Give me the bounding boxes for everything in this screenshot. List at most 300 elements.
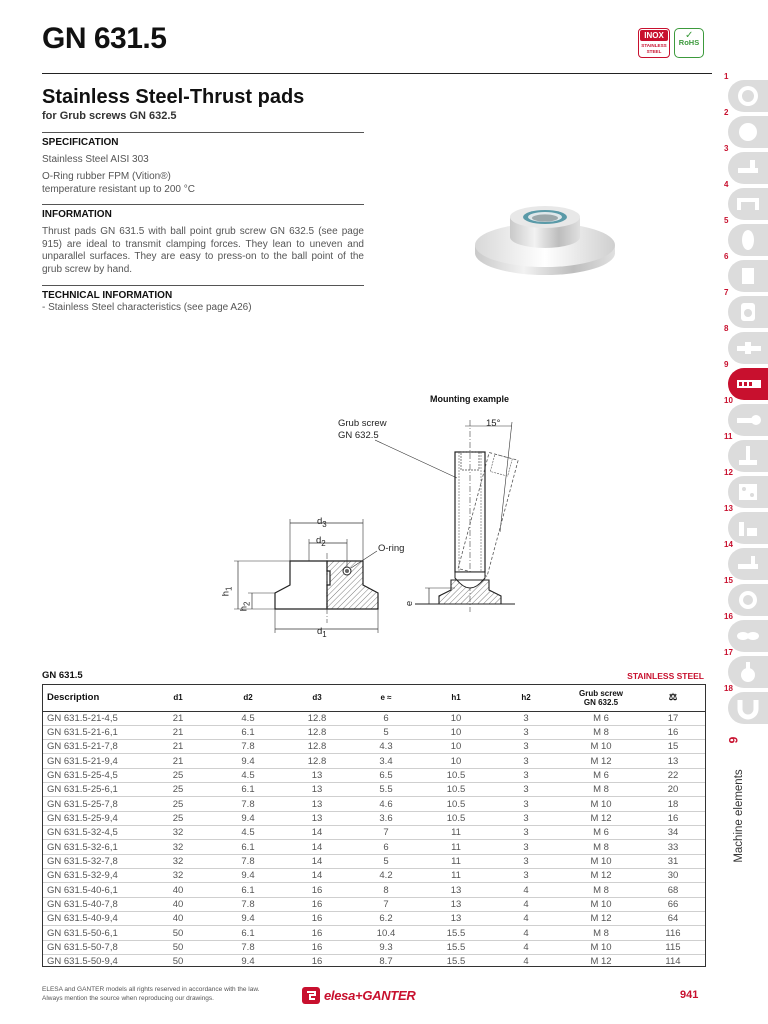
copyright-note xyxy=(42,986,260,1003)
cell-e: 3.6 xyxy=(351,811,421,825)
tab-number: 13 xyxy=(724,504,733,513)
col-header-d2: d2 xyxy=(213,685,283,711)
cell-d2: 6.1 xyxy=(213,725,283,739)
cell-d3: 14 xyxy=(283,840,351,854)
cell-weight: 68 xyxy=(641,883,705,897)
section-divider xyxy=(42,285,364,286)
cell-weight: 20 xyxy=(641,783,705,797)
cell-grub: M 12 xyxy=(561,869,641,883)
tab-section-8[interactable] xyxy=(728,332,768,364)
table-title: GN 631.5 xyxy=(42,670,83,681)
cell-d3: 16 xyxy=(283,940,351,954)
tab-section-17[interactable] xyxy=(728,656,768,688)
cell-h1: 11 xyxy=(421,840,491,854)
cell-d1: 50 xyxy=(143,926,213,940)
table-row xyxy=(43,711,705,725)
cell-h1: 13 xyxy=(421,897,491,911)
cell-h1: 13 xyxy=(421,883,491,897)
specification-line: temperature resistant up to 200 °C xyxy=(42,184,195,195)
tab-number: 4 xyxy=(724,180,729,189)
lever-icon xyxy=(735,156,761,180)
cell-d1: 21 xyxy=(143,754,213,768)
rohs-badge-label: RoHS xyxy=(678,38,700,47)
dim-label-e: e xyxy=(404,600,416,607)
tab-section-12[interactable] xyxy=(728,476,768,508)
cell-h2: 3 xyxy=(491,740,561,754)
cell-e: 7 xyxy=(351,897,421,911)
cell-e: 4.6 xyxy=(351,797,421,811)
col-header-e: e ≈ xyxy=(351,685,421,711)
table-row xyxy=(43,883,705,897)
cell-h2: 3 xyxy=(491,768,561,782)
cell-desc: GN 631.5-50-9,4 xyxy=(47,956,118,968)
col-header-h1: h1 xyxy=(421,685,491,711)
table-row xyxy=(43,840,705,854)
section-divider xyxy=(42,204,364,205)
cell-d3: 16 xyxy=(283,926,351,940)
cell-h2: 4 xyxy=(491,926,561,940)
tab-section-10[interactable] xyxy=(728,404,768,436)
cell-h2: 3 xyxy=(491,725,561,739)
table-row xyxy=(43,897,705,911)
cell-weight: 16 xyxy=(641,725,705,739)
cell-weight: 66 xyxy=(641,897,705,911)
cell-d2: 9.4 xyxy=(213,869,283,883)
table-row xyxy=(43,768,705,782)
cell-grub: M 8 xyxy=(561,725,641,739)
foot-icon xyxy=(735,444,761,468)
dim-symbol: h xyxy=(220,591,232,597)
cell-d1: 25 xyxy=(143,768,213,782)
cell-weight: 17 xyxy=(641,711,705,725)
cell-desc: GN 631.5-32-6,1 xyxy=(43,840,143,854)
cell-h1: 11 xyxy=(421,826,491,840)
table-row xyxy=(43,869,705,883)
cell-d2: 7.8 xyxy=(213,797,283,811)
cell-h2: 4 xyxy=(491,883,561,897)
cell-weight: 115 xyxy=(641,940,705,954)
cell-h1: 10.5 xyxy=(421,797,491,811)
cell-d2: 6.1 xyxy=(213,926,283,940)
tab-section-13[interactable] xyxy=(728,512,768,544)
cell-d3: 14 xyxy=(283,826,351,840)
dim-subscript: 1 xyxy=(224,586,234,591)
tab-section-7[interactable] xyxy=(728,296,768,328)
tab-number: 11 xyxy=(724,432,733,441)
cell-h2: 3 xyxy=(491,797,561,811)
cell-weight: 18 xyxy=(641,797,705,811)
table-row xyxy=(43,854,705,868)
tab-number: 14 xyxy=(724,540,733,549)
cell-h2: 3 xyxy=(491,783,561,797)
col-header-grub-screw xyxy=(561,685,641,711)
table-row xyxy=(43,811,705,825)
cell-h1: 10 xyxy=(421,725,491,739)
dim-symbol: h xyxy=(238,606,250,612)
cell-desc: GN 631.5-25-7,8 xyxy=(43,797,143,811)
cell-e: 6 xyxy=(351,711,421,725)
cell-d3: 16 xyxy=(283,897,351,911)
oring-label: O-ring xyxy=(378,543,405,554)
cell-e: 4.2 xyxy=(351,869,421,883)
tab-number: 1 xyxy=(724,72,729,81)
tab-number: 12 xyxy=(724,468,733,477)
star-knob-icon xyxy=(735,120,761,144)
tab-number: 15 xyxy=(724,576,733,585)
copyright-line: ELESA and GANTER models all rights reserved in accordance with the law. xyxy=(42,986,260,993)
col-header-description: Description xyxy=(43,685,143,711)
copyright-line: Always mention the source when reproducing our drawings. xyxy=(42,994,214,1002)
grub-header-line: GN 632.5 xyxy=(583,697,619,707)
dim-subscript: 1 xyxy=(322,629,327,639)
cell-e: 4.3 xyxy=(351,740,421,754)
cell-d1: 40 xyxy=(143,883,213,897)
cell-desc: GN 631.5-25-6,1 xyxy=(43,783,143,797)
cell-e: 5 xyxy=(351,725,421,739)
tab-section-2[interactable] xyxy=(728,116,768,148)
hinge-icon xyxy=(735,480,761,504)
section-tab-bar xyxy=(724,72,768,732)
weight-icon: ⚖ xyxy=(641,685,705,711)
cell-grub: M 10 xyxy=(561,940,641,954)
tab-section-18[interactable] xyxy=(728,692,768,724)
information-text: Thrust pads GN 631.5 with ball point grub screw GN 632.5 (see page 915) are ideal to transmit clamping forces. They lean to uneven and unparallel surfaces. They are easy to press-on to the ball point of the grub screw by hand. xyxy=(42,226,364,275)
table-row xyxy=(43,740,705,754)
cell-d2: 9.4 xyxy=(241,956,255,968)
cell-grub: M 10 xyxy=(561,740,641,754)
cell-h2: 4 xyxy=(491,940,561,954)
inox-badge-sub: STAINLESS STEEL xyxy=(641,43,667,54)
tab-section-3[interactable] xyxy=(728,152,768,184)
tab-number: 16 xyxy=(724,612,733,621)
tab-section-1[interactable] xyxy=(728,80,768,112)
cell-d1: 25 xyxy=(143,783,213,797)
header-divider xyxy=(42,73,712,74)
cell-h2: 3 xyxy=(491,711,561,725)
dim-symbol: d xyxy=(317,626,323,637)
cell-h2: 3 xyxy=(491,826,561,840)
cell-h1: 11 xyxy=(421,854,491,868)
cell-weight: 34 xyxy=(641,826,705,840)
cell-weight: 116 xyxy=(641,926,705,940)
cell-e: 8.7 xyxy=(379,956,393,968)
cell-d2: 6.1 xyxy=(213,883,283,897)
tab-section-14[interactable] xyxy=(728,548,768,580)
cell-h1: 15.5 xyxy=(421,926,491,940)
table-row xyxy=(43,783,705,797)
cell-h1: 10 xyxy=(421,711,491,725)
cell-d3: 13 xyxy=(283,811,351,825)
cell-e: 5.5 xyxy=(351,783,421,797)
cell-d3: 13 xyxy=(283,768,351,782)
cell-e: 8 xyxy=(351,883,421,897)
clamp-icon xyxy=(735,516,761,540)
latch-icon xyxy=(735,552,761,576)
product-subtitle: Stainless Steel-Thrust pads xyxy=(42,86,305,108)
cell-grub: M 8 xyxy=(561,783,641,797)
cell-d1: 40 xyxy=(143,897,213,911)
section-divider xyxy=(42,132,364,133)
inox-badge-label: INOX xyxy=(640,30,668,41)
cell-h2: 3 xyxy=(491,854,561,868)
cell-grub: M 8 xyxy=(561,926,641,940)
tab-section-4[interactable] xyxy=(728,188,768,220)
cell-h1: 10.5 xyxy=(421,768,491,782)
caster-icon xyxy=(735,660,761,684)
bolt-icon xyxy=(735,408,761,432)
cell-d3: 12.8 xyxy=(283,740,351,754)
cell-grub: M 12 xyxy=(590,956,612,968)
specification-line: O-Ring rubber FPM (Vition®) xyxy=(42,171,171,182)
tab-number: 18 xyxy=(724,684,733,693)
cell-weight: 22 xyxy=(641,768,705,782)
cell-desc: GN 631.5-21-7,8 xyxy=(43,740,143,754)
cell-d2: 4.5 xyxy=(213,768,283,782)
angle-label: 15° xyxy=(486,418,501,429)
cell-d1: 32 xyxy=(143,826,213,840)
cell-d1: 32 xyxy=(143,854,213,868)
logo-text: elesa+GANTER xyxy=(324,988,416,1003)
product-subtitle-secondary: for Grub screws GN 632.5 xyxy=(42,110,177,122)
dim-symbol: d xyxy=(316,535,322,546)
plug-icon xyxy=(735,264,761,288)
cell-d1: 21 xyxy=(143,711,213,725)
cell-weight: 31 xyxy=(641,854,705,868)
tab-number: 17 xyxy=(724,648,733,657)
cell-desc: GN 631.5-25-4,5 xyxy=(43,768,143,782)
cell-desc: GN 631.5-25-9,4 xyxy=(43,811,143,825)
cell-d2: 9.4 xyxy=(213,754,283,768)
tab-section-11[interactable] xyxy=(728,440,768,472)
cell-desc: GN 631.5-40-9,4 xyxy=(43,912,143,926)
cell-e: 7 xyxy=(351,826,421,840)
information-heading: INFORMATION xyxy=(42,209,112,220)
cell-e: 5 xyxy=(351,854,421,868)
page-number: 941 xyxy=(680,989,699,1001)
cell-d3: 16 xyxy=(311,956,323,968)
cell-d1: 25 xyxy=(143,797,213,811)
cell-weight: 33 xyxy=(641,840,705,854)
cell-e: 10.4 xyxy=(351,926,421,940)
cell-d1: 21 xyxy=(143,725,213,739)
cell-weight: 30 xyxy=(641,869,705,883)
cell-d1: 50 xyxy=(172,956,184,968)
cell-d3: 14 xyxy=(283,854,351,868)
dimensions-table xyxy=(42,684,706,967)
tab-number: 2 xyxy=(724,108,729,117)
grip-icon xyxy=(735,228,761,252)
mounting-drawing xyxy=(375,412,530,622)
table-row xyxy=(43,926,705,940)
cell-desc: GN 631.5-21-4,5 xyxy=(43,711,143,725)
cell-grub: M 6 xyxy=(561,711,641,725)
cell-grub: M 8 xyxy=(561,840,641,854)
cell-desc: GN 631.5-50-7,8 xyxy=(43,940,143,954)
cell-h2: 3 xyxy=(491,754,561,768)
cell-d1: 32 xyxy=(143,869,213,883)
cell-d2: 6.1 xyxy=(213,840,283,854)
cell-desc: GN 631.5-40-7,8 xyxy=(43,897,143,911)
cell-grub: M 12 xyxy=(561,754,641,768)
cell-d3: 13 xyxy=(283,797,351,811)
tab-section-9[interactable] xyxy=(728,368,768,400)
col-header-d1: d1 xyxy=(143,685,213,711)
cell-d2: 6.1 xyxy=(213,783,283,797)
cell-h1: 15.5 xyxy=(421,940,491,954)
cell-d2: 7.8 xyxy=(213,740,283,754)
cell-grub: M 10 xyxy=(561,797,641,811)
cell-desc: GN 631.5-21-6,1 xyxy=(43,725,143,739)
cell-d2: 9.4 xyxy=(213,912,283,926)
screw-icon xyxy=(735,336,761,360)
tab-number: 8 xyxy=(724,324,729,333)
dim-subscript: 2 xyxy=(321,538,326,548)
grub-screw-label: Grub screw xyxy=(338,418,387,429)
chain-icon xyxy=(735,624,761,648)
cell-d1: 50 xyxy=(143,940,213,954)
inox-badge xyxy=(638,28,670,58)
cell-d3: 13 xyxy=(283,783,351,797)
product-photo xyxy=(470,185,620,285)
dim-symbol: d xyxy=(317,516,323,527)
tab-section-5[interactable] xyxy=(728,224,768,256)
cell-d3: 12.8 xyxy=(283,754,351,768)
tab-number: 9 xyxy=(724,360,729,369)
indicator-icon xyxy=(735,300,761,324)
technical-text: - Stainless Steel characteristics (see page A26) xyxy=(42,302,252,313)
cell-grub: M 8 xyxy=(561,883,641,897)
cell-h2: 4 xyxy=(523,956,529,968)
cell-h2: 4 xyxy=(491,912,561,926)
cell-grub: M 6 xyxy=(561,768,641,782)
cell-weight: 16 xyxy=(641,811,705,825)
cell-e: 3.4 xyxy=(351,754,421,768)
cell-h2: 4 xyxy=(491,897,561,911)
logo-mark-icon xyxy=(302,987,322,1005)
tab-section-6[interactable] xyxy=(728,260,768,292)
rohs-badge xyxy=(674,28,704,58)
section-number: 9 xyxy=(726,736,741,744)
oil-plug-icon xyxy=(735,588,761,612)
tab-number: 6 xyxy=(724,252,729,261)
specification-line: Stainless Steel AISI 303 xyxy=(42,154,149,165)
dim-label-d2 xyxy=(316,535,326,548)
tab-number: 7 xyxy=(724,288,729,297)
dim-subscript: 2 xyxy=(242,601,252,606)
table-row xyxy=(43,725,705,739)
cell-grub: M 6 xyxy=(561,826,641,840)
table-header-row xyxy=(43,685,705,711)
page-title: GN 631.5 xyxy=(42,22,167,55)
cell-e: 9.3 xyxy=(351,940,421,954)
cell-h2: 3 xyxy=(491,840,561,854)
cell-h2: 3 xyxy=(491,869,561,883)
cell-desc: GN 631.5-50-6,1 xyxy=(43,926,143,940)
thrust-pad-icon xyxy=(735,372,761,396)
cell-h1: 10 xyxy=(421,754,491,768)
tab-section-16[interactable] xyxy=(728,620,768,652)
cell-d1: 21 xyxy=(143,740,213,754)
cell-desc: GN 631.5-21-9,4 xyxy=(43,754,143,768)
cell-d2: 4.5 xyxy=(213,711,283,725)
table-material: STAINLESS STEEL xyxy=(627,671,704,681)
cell-e: 6 xyxy=(351,840,421,854)
tab-section-15[interactable] xyxy=(728,584,768,616)
table-row xyxy=(43,754,705,768)
grub-screw-label: GN 632.5 xyxy=(338,430,379,441)
cell-d1: 25 xyxy=(143,811,213,825)
dimension-drawing xyxy=(220,505,400,645)
dim-label-d3 xyxy=(317,516,327,529)
col-header-d3: d3 xyxy=(283,685,351,711)
cell-d3: 12.8 xyxy=(283,725,351,739)
cell-desc: GN 631.5-32-4,5 xyxy=(43,826,143,840)
cell-weight: 64 xyxy=(641,912,705,926)
cell-d2: 4.5 xyxy=(213,826,283,840)
tab-number: 3 xyxy=(724,144,729,153)
section-label: Machine elements xyxy=(733,769,745,863)
cell-d2: 7.8 xyxy=(213,940,283,954)
dim-label-h1 xyxy=(220,587,233,597)
cell-grub: M 12 xyxy=(561,912,641,926)
check-icon: ✓ xyxy=(685,30,694,41)
cell-desc: GN 631.5-32-7,8 xyxy=(43,854,143,868)
cell-grub: M 10 xyxy=(561,854,641,868)
cell-d2: 9.4 xyxy=(213,811,283,825)
table-row xyxy=(43,955,705,969)
cell-d3: 14 xyxy=(283,869,351,883)
cell-d2: 7.8 xyxy=(213,854,283,868)
cell-d3: 16 xyxy=(283,912,351,926)
specification-heading: SPECIFICATION xyxy=(42,137,119,148)
cell-weight: 13 xyxy=(641,754,705,768)
cell-desc: GN 631.5-40-6,1 xyxy=(43,883,143,897)
cell-d2: 7.8 xyxy=(213,897,283,911)
cell-desc: GN 631.5-32-9,4 xyxy=(43,869,143,883)
cell-weight: 15 xyxy=(641,740,705,754)
tab-number: 5 xyxy=(724,216,729,225)
cell-h1: 15.5 xyxy=(446,956,466,968)
cell-h2: 3 xyxy=(491,811,561,825)
cell-e: 6.2 xyxy=(351,912,421,926)
knob-icon xyxy=(735,84,761,108)
cell-h1: 11 xyxy=(421,869,491,883)
table-row xyxy=(43,797,705,811)
dim-subscript: 3 xyxy=(322,519,327,529)
table-row xyxy=(43,940,705,954)
table-row xyxy=(43,912,705,926)
grub-header-line: Grub screw xyxy=(578,688,623,698)
technical-heading: TECHNICAL INFORMATION xyxy=(42,290,173,301)
cell-h1: 13 xyxy=(421,912,491,926)
cell-h1: 10 xyxy=(421,740,491,754)
mounting-example-title: Mounting example xyxy=(430,394,510,404)
tab-number: 10 xyxy=(724,396,733,405)
cell-d3: 12.8 xyxy=(283,711,351,725)
handle-icon xyxy=(735,192,761,216)
cell-e: 6.5 xyxy=(351,768,421,782)
cell-d3: 16 xyxy=(283,883,351,897)
brand-logo xyxy=(302,986,440,1006)
table-row xyxy=(43,826,705,840)
cell-d1: 40 xyxy=(143,912,213,926)
cell-h1: 10.5 xyxy=(421,811,491,825)
dim-label-d1 xyxy=(317,626,327,639)
magnet-icon xyxy=(735,696,761,720)
col-header-h2: h2 xyxy=(491,685,561,711)
cell-grub: M 12 xyxy=(561,811,641,825)
dim-label-h2 xyxy=(238,602,251,612)
